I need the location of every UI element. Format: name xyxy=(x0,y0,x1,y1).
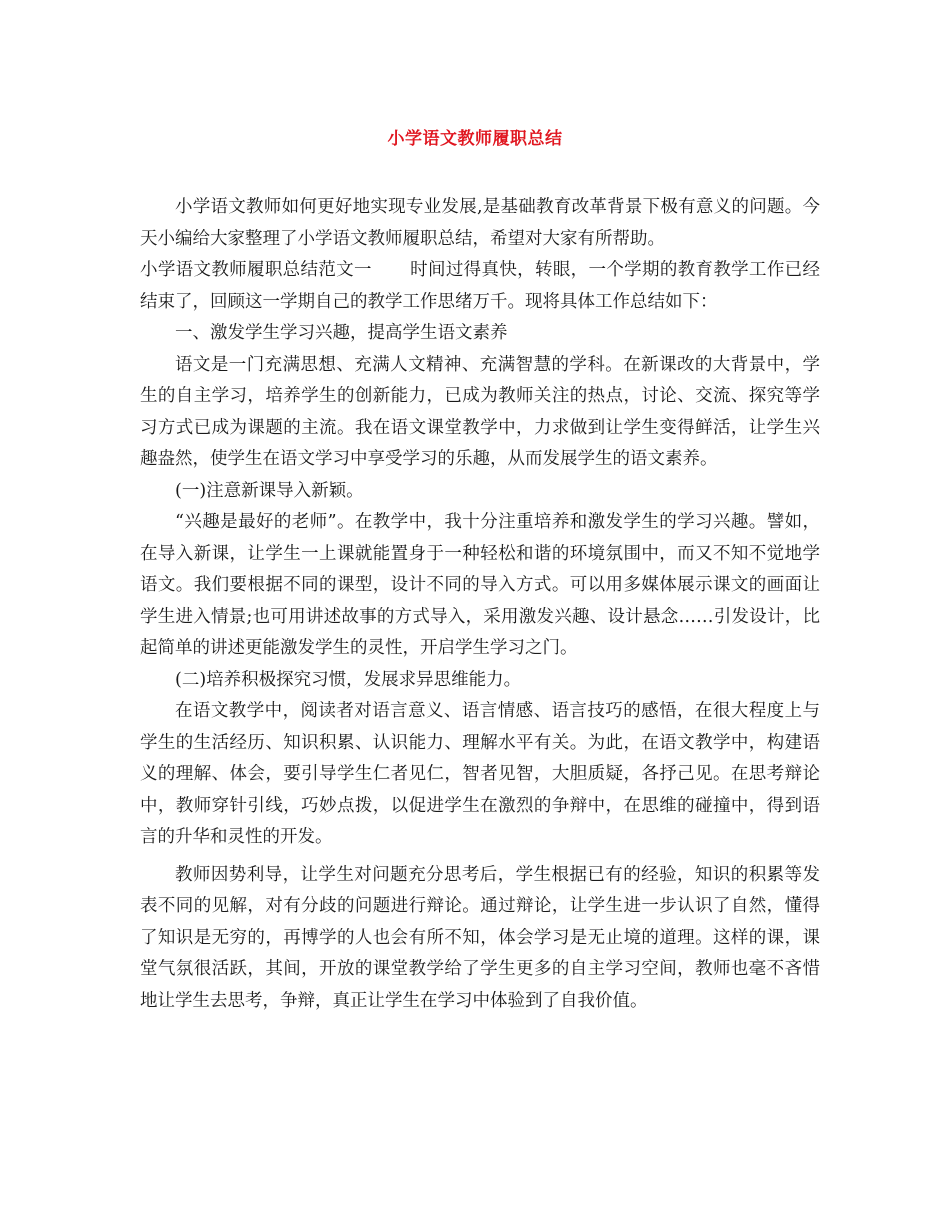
subheading-1: (一)注意新课导入新颖。 xyxy=(175,480,364,501)
intro-paragraph: 小学语文教师如何更好地实现专业发展,是基础教育改革背景下极有意义的问题。今天小编给大家整理了小学语文教师履职总结，希望对大家有所帮助。 xyxy=(140,197,820,249)
paragraph-1: 语文是一门充满思想、充满人文精神、充满智慧的学科。在新课改的大背景中，学生的自主学习，培养学生的创新能力，已成为教师关注的热点，讨论、交流、探究等学习方式已成为课题的主流。我在语文课堂教学中，力求做到让学生变得鲜活，让学生兴趣盎然，使学生在语文学习中享受学习的乐趣，从而发展学生的语文素养。 xyxy=(140,354,820,469)
paragraph-2: “兴趣是最好的老师”。在教学中，我十分注重培养和激发学生的学习兴趣。譬如，在导入新课，让学生一上课就能置身于一种轻松和谐的环境氛围中，而又不知不觉地学语文。我们要根据不同的课型，设计不同的导入方式。可以用多媒体展示课文的画面让学生进入情景;也可用讲述故事的方式导入，采用激发兴趣、设计悬念……引发设计，比起简单的讲述更能激发学生的灵性，开启学生学习之门。 xyxy=(140,512,820,658)
subheading-2: (二)培养积极探究习惯，发展求异思维能力。 xyxy=(175,669,522,690)
paragraph-3: 在语文教学中，阅读者对语言意义、语言情感、语言技巧的感悟，在很大程度上与学生的生活经历、知识积累、认识能力、理解水平有关。为此，在语文教学中，构建语义的理解、体会，要引导学生仁者见仁，智者见智，大胆质疑，各抒己见。在思考辩论中，教师穿针引线，巧妙点拨，以促进学生在激烈的争辩中，在思维的碰撞中，得到语言的升华和灵性的开发。 xyxy=(140,701,820,847)
document-title: 小学语文教师履职总结 xyxy=(387,129,563,149)
sample-paragraph xyxy=(140,255,820,318)
section-heading-1: 一、激发学生学习兴趣，提高学生语文素养 xyxy=(175,323,508,343)
document-body xyxy=(140,192,820,1017)
sample-label: 小学语文教师履职总结范文一 xyxy=(140,260,372,280)
paragraph-4: 教师因势利导，让学生对问题充分思考后，学生根据已有的经验，知识的积累等发表不同的见解，对有分歧的问题进行辩论。通过辩论，让学生进一步认识了自然，懂得了知识是无穷的，再博学的人也会有所不知，体会学习是无止境的道理。这样的课，课堂气氛很活跃，其间，开放的课堂教学给了学生更多的自主学习空间，教师也毫不吝惜地让学生去思考，争辩，真正让学生在学习中体验到了自我价值。 xyxy=(140,864,820,1011)
sample-opening: 时间过得真快，转眼，一个学期的教育教学工作已经结束了，回顾这一学期自己的教学工作思绪万千。现将具体工作总结如下： xyxy=(140,260,821,312)
